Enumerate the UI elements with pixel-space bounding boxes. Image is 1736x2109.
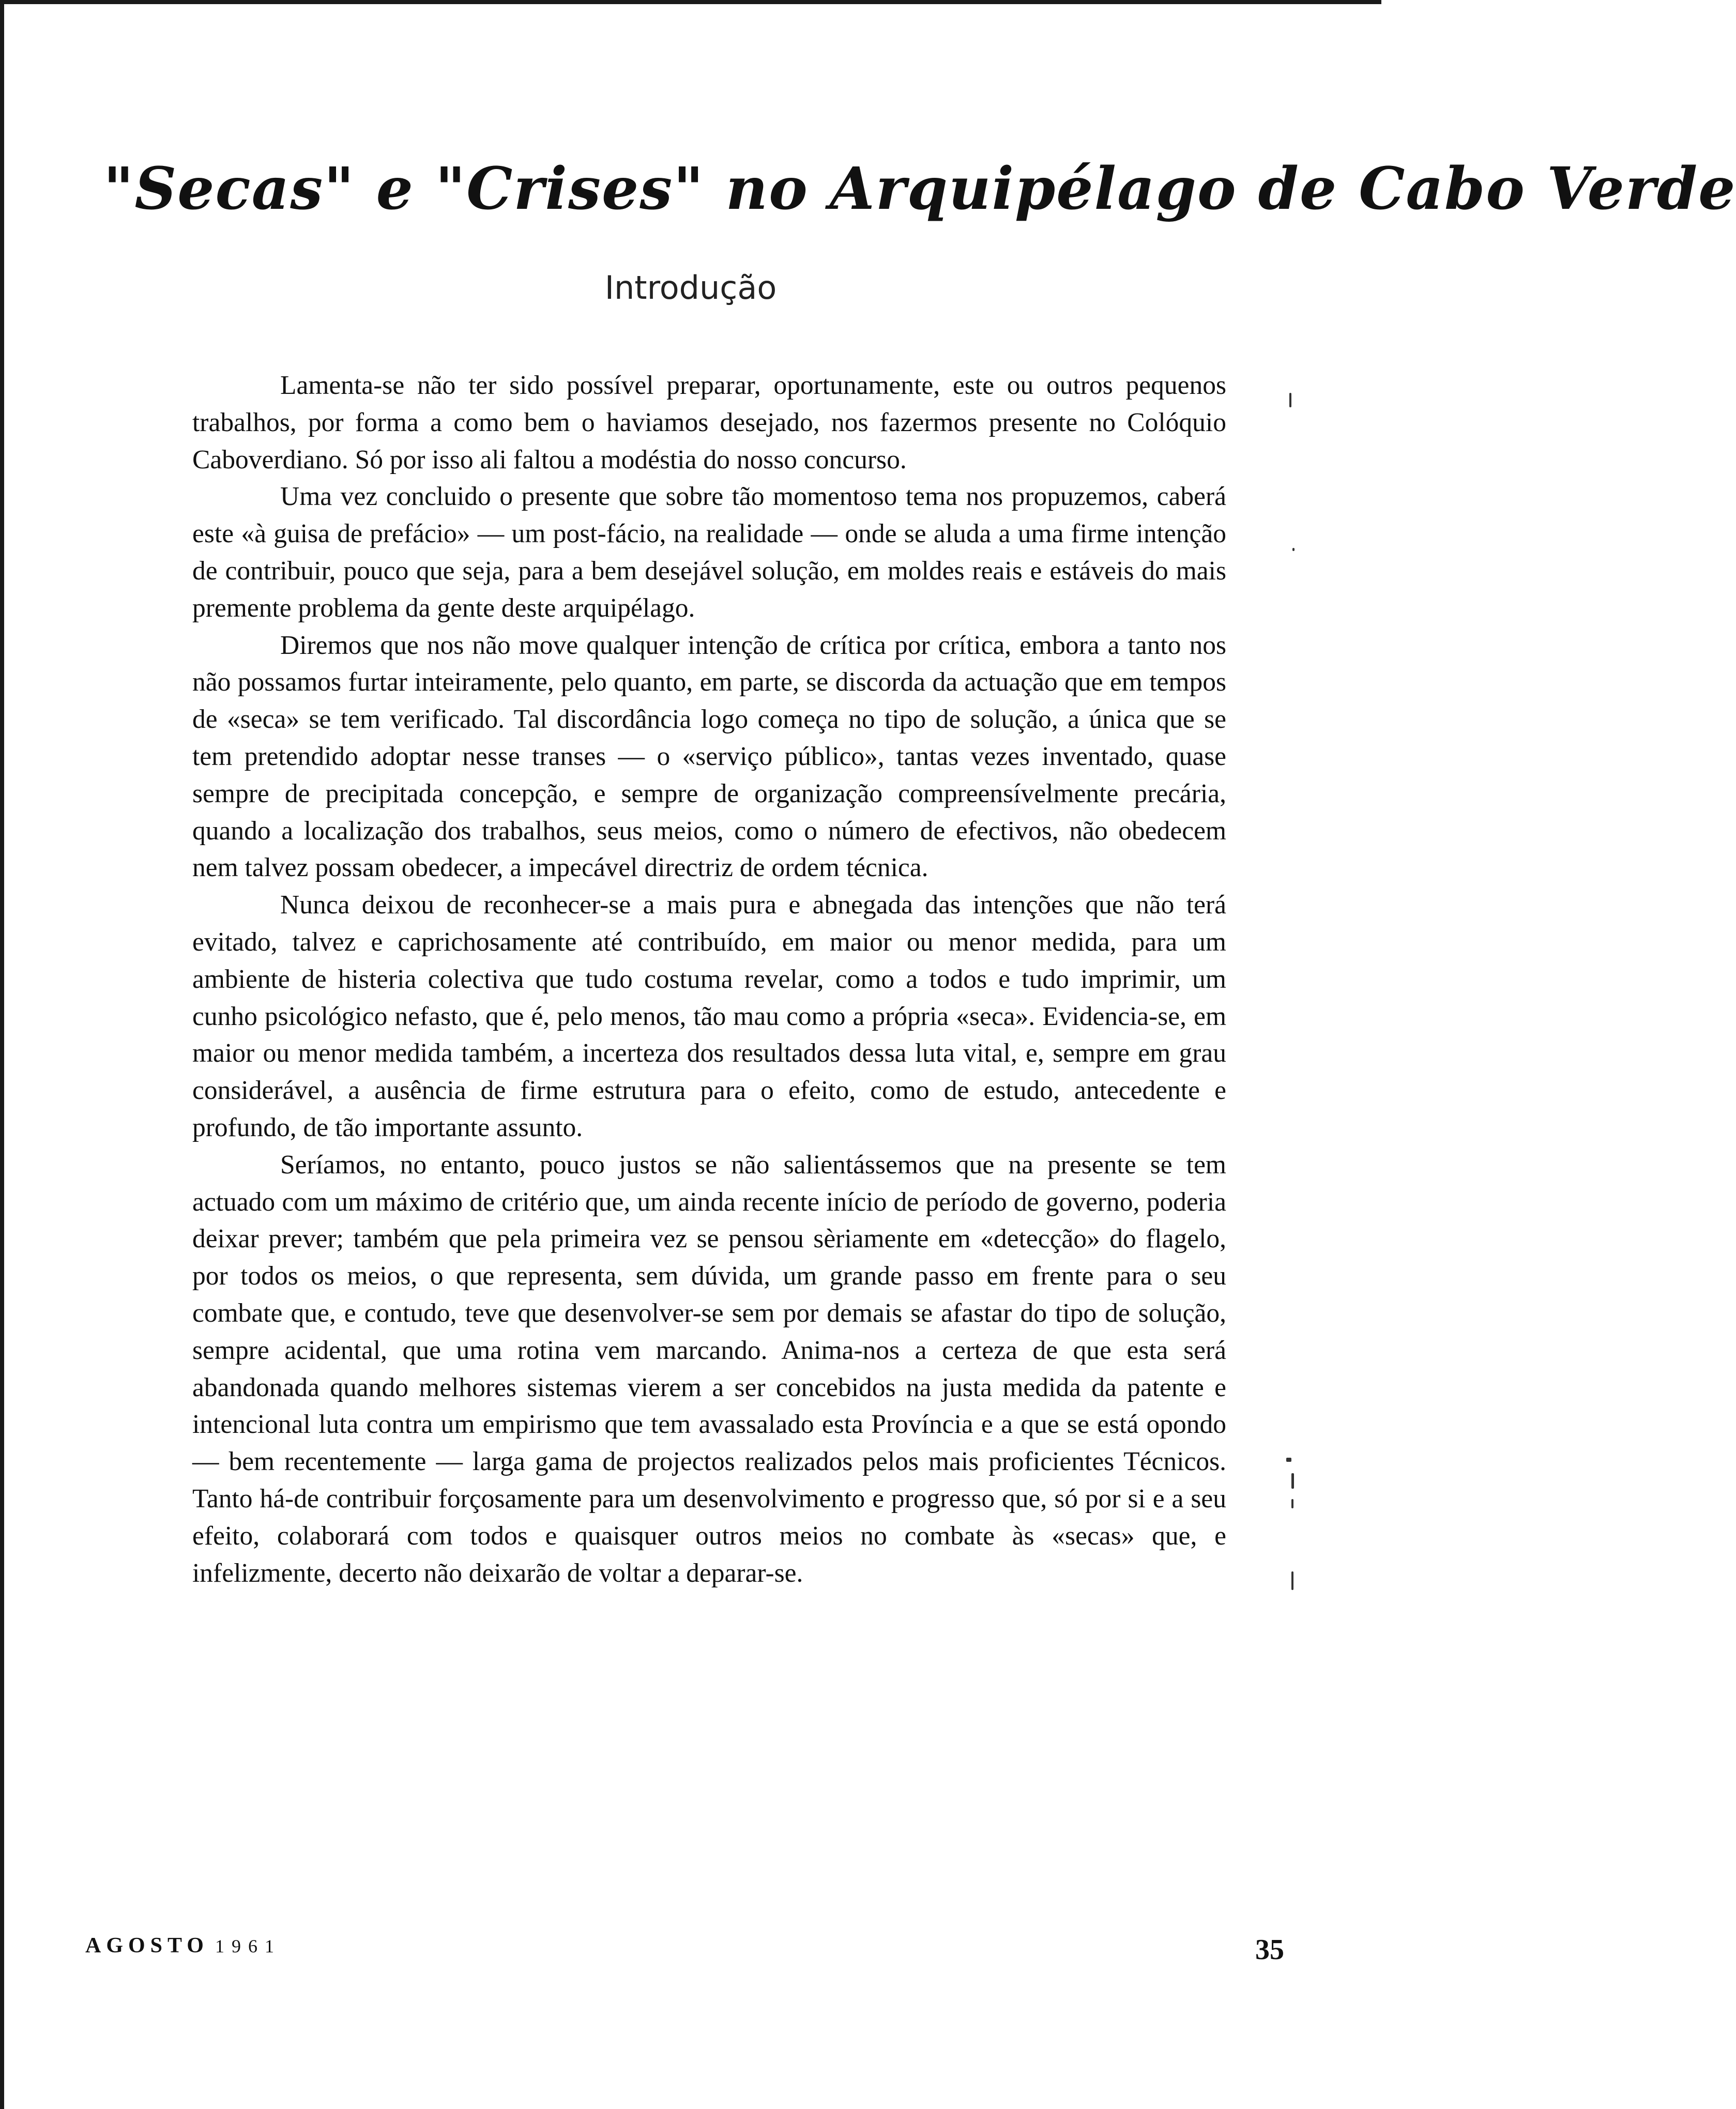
section-heading: Introdução (604, 269, 777, 307)
speck (1291, 1571, 1293, 1590)
paragraph: Uma vez concluido o presente que sobre tão momentoso tema nos propuzemos, caberá este «à guisa de prefácio» — um post-fácio, na realidade — onde se aluda a uma firme intenção de contribuir, pouco que seja, para a bem desejável solução, em moldes reais e estáveis do mais premente problema da gente deste arquipélago. (192, 482, 1226, 623)
speck (1289, 393, 1291, 407)
issue-date (85, 1933, 281, 1958)
page-number: 35 (1255, 1934, 1284, 1966)
article-title: "Secas" e "Crises" no Arquipélago de Cabo Verde (103, 155, 1736, 223)
paragraph: Lamenta-se não ter sido possível preparar, oportunamente, este ou outros pequenos trabalhos, por forma a como bem o haviamos desejado, nos fazermos presente no Colóquio Caboverdiano. Só por isso ali faltou a modéstia do nosso concurso. (192, 371, 1226, 475)
speck (1291, 1473, 1294, 1489)
article-body (192, 367, 1226, 1592)
speck (1286, 1458, 1291, 1462)
issue-month: AGOSTO (85, 1934, 209, 1958)
speck (1291, 1499, 1293, 1508)
speck (1292, 548, 1295, 551)
issue-year: 1961 (215, 1936, 281, 1957)
paragraph: Nunca deixou de reconhecer-se a mais pura e abnegada das intenções que não terá evitado, talvez e caprichosamente até contribuído, em maior ou menor medida, para um ambiente de histeria colectiva que tudo costuma revelar, como a todos e tudo imprimir, um cunho psicológico nefasto, que é, pelo menos, tão mau como a própria «seca». Evidencia-se, em maior ou menor medida também, a incerteza dos resultados dessa luta vital, e, sempre em grau considerável, a ausência de firme estrutura para o efeito, como de estudo, antecedente e profundo, de tão importante assunto. (192, 890, 1226, 1142)
margin-specks (1282, 383, 1303, 1675)
paragraph: Seríamos, no entanto, pouco justos se não salientássemos que na presente se tem actuado com um máximo de critério que, um ainda recente início de período de governo, poderia deixar prever; também que pela primeira vez se pensou sèriamente em «detecção» do flagelo, por todos os meios, o que representa, sem dúvida, um grande passo em frente para o seu combate que, e contudo, teve que desenvolver-se sem por demais se afastar do tipo de solução, sempre acidental, que uma rotina vem marcando. Anima-nos a certeza de que esta será abandonada quando melhores sistemas vierem a ser concebidos na justa medida da patente e intencional luta contra um empirismo que tem avassalado esta Província e a que se está opondo — bem recentemente — larga gama de projectos realizados pelos mais proficientes Técnicos. Tanto há-de contribuir forçosamente para um desenvolvimento e progresso que, só por si e a seu efeito, colaborará com todos e quaisquer outros meios no combate às «secas» que, e infelizmente, decerto não deixarão de voltar a deparar-se. (192, 1150, 1226, 1588)
paragraph: Diremos que nos não move qualquer intenção de crítica por crítica, embora a tanto nos não possamos furtar inteiramente, pelo quanto, em parte, se discorda da actuação que em tempos de «seca» se tem verificado. Tal discordância logo começa no tipo de solução, a única que se tem pretendido adoptar nesse transes — o «serviço público», tantas vezes inventado, quase sempre de precipitada concepção, e sempre de organização compreensívelmente precária, quando a localização dos trabalhos, seus meios, como o número de efectivos, não obedecem nem talvez possam obedecer, a impecável directriz de ordem técnica. (192, 630, 1226, 883)
